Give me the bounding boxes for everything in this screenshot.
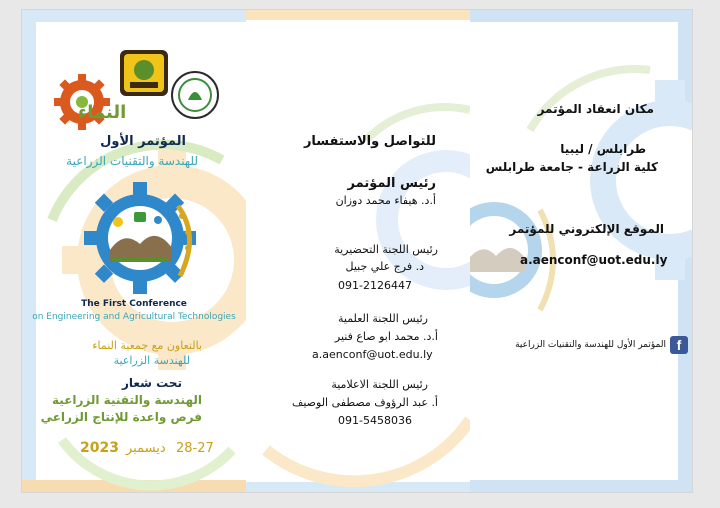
partner-line: بالتعاون مع جمعية النماء: [92, 339, 202, 352]
venue-faculty: كلية الزراعة - جامعة طرابلس: [485, 160, 658, 174]
brochure-sheet: [22, 10, 692, 492]
conference-title: المؤتمر الأول: [100, 134, 186, 149]
conference-year: 2023: [80, 440, 119, 456]
media-committee-name: أ. عبد الرؤوف مصطفى الوصيف: [291, 396, 438, 409]
slogan-header: تحت شعار: [121, 376, 182, 390]
slogan-line-1: الهندسة والتقنية الزراعية: [52, 393, 202, 407]
left-panel: [22, 10, 246, 492]
website-heading: الموقع الإلكتروني للمؤتمر: [509, 222, 664, 236]
prep-committee-name: د. فرج علي جبيل: [345, 260, 424, 273]
university-seal: [170, 70, 220, 120]
scientific-committee-email[interactable]: a.aenconf@uot.edu.ly: [312, 348, 433, 361]
conference-days: 28-27: [176, 441, 214, 456]
conference-month: ديسمبر: [126, 441, 166, 456]
slogan-line-2: فرص واعدة للإنتاج الزراعي: [40, 410, 202, 424]
media-committee-title: رئيس اللجنة الاعلامية: [331, 378, 428, 391]
right-panel: [470, 10, 692, 492]
scientific-committee-name: أ.د. محمد ابو صاع فنير: [334, 330, 438, 343]
prep-committee-phone: 091-2126447: [338, 279, 412, 292]
venue-city: طرابلس / ليبيا: [560, 142, 646, 156]
chair-name: أ.د. هيفاء محمد دوزان: [335, 194, 436, 207]
partner-society: للهندسة الزراعية: [113, 354, 190, 367]
conference-gear-logo: [78, 176, 206, 298]
chair-title: رئيس المؤتمر: [347, 176, 436, 191]
english-title: The First Conference: [81, 299, 187, 309]
contact-heading: للتواصل والاستفسار: [303, 134, 436, 149]
prep-committee-title: رئيس اللجنة التحضيرية: [334, 243, 438, 256]
website-value[interactable]: a.aenconf@uot.edu.ly: [520, 253, 668, 267]
facebook-icon[interactable]: f: [670, 336, 688, 354]
namaa-logo-wordmark: النماء: [78, 102, 127, 123]
media-committee-phone: 091-5458036: [338, 414, 412, 427]
faculty-emblem: [118, 48, 170, 98]
conference-subtitle: للهندسة والتقنيات الزراعية: [66, 154, 198, 168]
middle-panel: [246, 10, 470, 492]
venue-heading: مكان انعقاد المؤتمر: [537, 102, 654, 116]
english-subtitle: on Engineering and Agricultural Technologies: [32, 312, 236, 322]
right-panel-background: [470, 10, 692, 492]
scientific-committee-title: رئيس اللجنة العلمية: [337, 312, 428, 325]
facebook-page-label[interactable]: المؤتمر الأول للهندسة والتقنيات الزراعية: [515, 340, 666, 350]
